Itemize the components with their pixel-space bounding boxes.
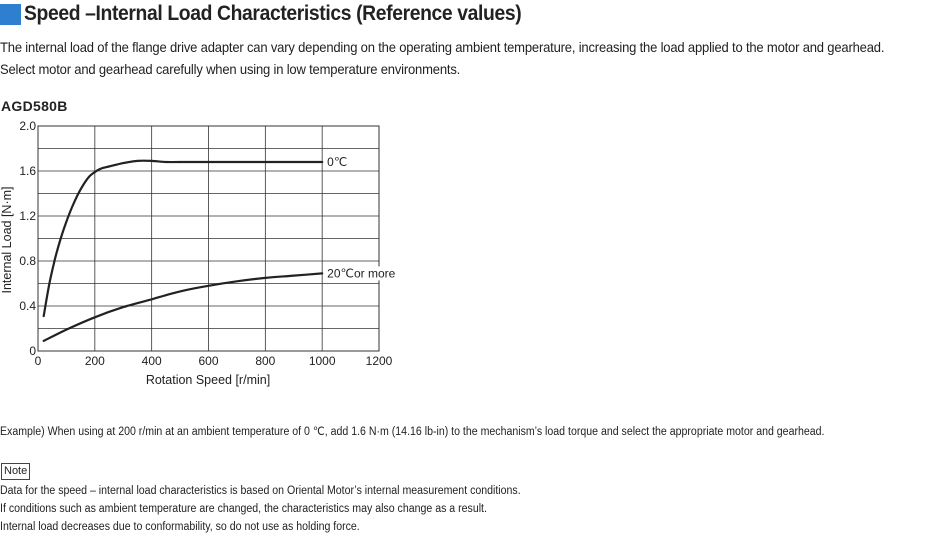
intro-line-2: Select motor and gearhead carefully when using in low temperature environments. xyxy=(0,61,461,77)
y-tick-label: 0 xyxy=(29,344,36,358)
note-badge: Note xyxy=(1,463,30,480)
note-line-1: Data for the speed – internal load characteristics is based on Oriental Motor’s internal measurement conditions. xyxy=(0,485,521,497)
model-label: AGD580B xyxy=(1,98,68,114)
x-tick-label: 0 xyxy=(34,354,42,368)
y-tick-label: 0.8 xyxy=(19,254,36,268)
y-tick-label: 1.2 xyxy=(19,209,36,223)
y-tick-label: 2.0 xyxy=(19,119,36,133)
y-axis-label: Internal Load [N·m] xyxy=(0,186,14,294)
note-list xyxy=(0,482,566,536)
intro-line-1: The internal load of the flange drive adapter can vary depending on the operating ambient temperature, increasing the load applied to the motor and gearhead. xyxy=(0,39,885,55)
x-axis-label: Rotation Speed [r/min] xyxy=(145,373,271,387)
y-tick-labels xyxy=(19,119,36,358)
section-heading xyxy=(0,1,565,27)
series-labels xyxy=(326,155,396,280)
x-tick-label: 200 xyxy=(84,354,105,368)
series-label-0: 0℃ xyxy=(327,155,348,169)
note-line-3: Internal load decreases due to conformability, so do not use as holding force. xyxy=(0,521,360,533)
chart-series xyxy=(44,161,323,341)
load-chart xyxy=(0,112,420,397)
series-label-1: 20℃or more xyxy=(327,266,396,281)
heading-square-icon xyxy=(0,4,21,25)
note-line-2: If conditions such as ambient temperature are changed, the characteristics may also change as a result. xyxy=(0,503,487,515)
example-text: Example) When using at 200 r/min at an ambient temperature of 0 ℃, add 1.6 N·m (14.16 lb-in) to the mechanism’s load torque and select the appropriate motor and gearhead. xyxy=(0,426,825,438)
x-tick-label: 1000 xyxy=(308,354,336,368)
y-tick-label: 1.6 xyxy=(19,164,36,178)
y-tick-label: 0.4 xyxy=(19,299,36,313)
x-tick-labels xyxy=(35,354,393,368)
heading-title: Speed –Internal Load Characteristics (Reference values) xyxy=(24,2,522,25)
intro-text xyxy=(0,36,940,80)
x-tick-label: 600 xyxy=(198,354,219,368)
x-tick-label: 400 xyxy=(141,354,162,368)
x-tick-label: 1200 xyxy=(365,354,393,368)
x-tick-label: 800 xyxy=(255,354,276,368)
